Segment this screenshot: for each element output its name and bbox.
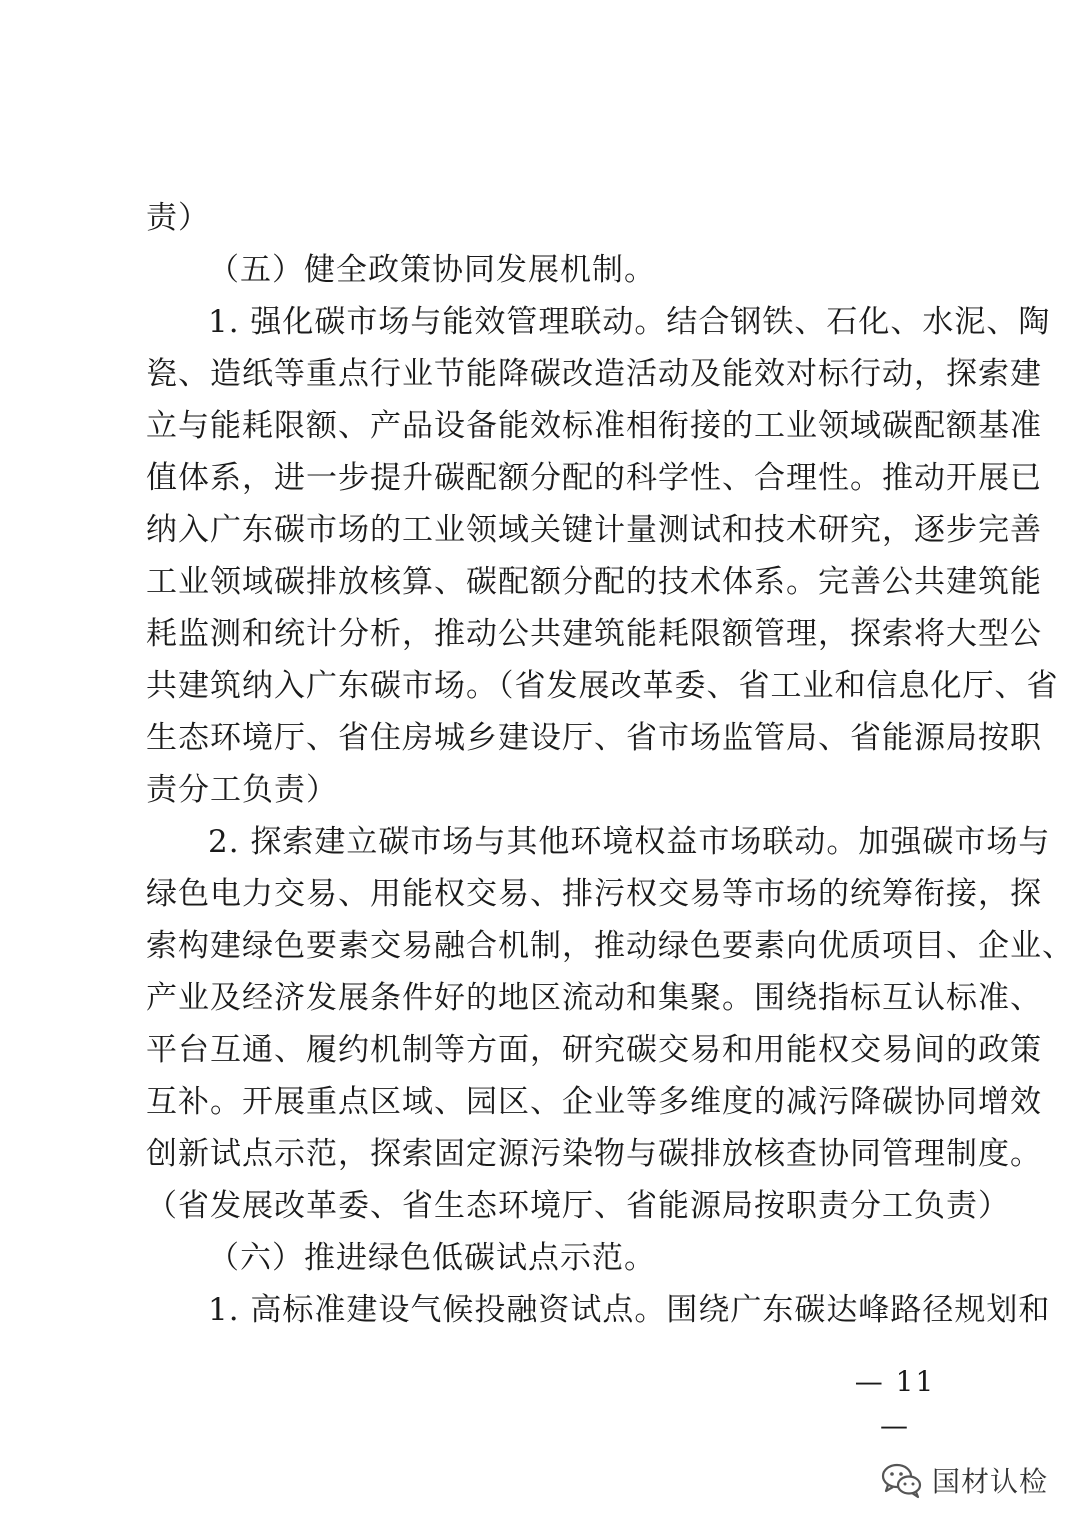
text-line: 创新试点示范，探索固定源污染物与碳排放核查协同管理制度。 xyxy=(146,1136,1042,1172)
text-line: 责分工负责） xyxy=(146,772,338,808)
text-line: 生态环境厅、省住房城乡建设厅、省市场监管局、省能源局按职 xyxy=(146,720,1042,756)
text-line: 耗监测和统计分析，推动公共建筑能耗限额管理，探索将大型公 xyxy=(146,616,1042,652)
section-heading: （六）推进绿色低碳试点示范。 xyxy=(208,1240,656,1276)
watermark xyxy=(880,1458,1048,1502)
wechat-icon xyxy=(880,1460,924,1500)
text-line: 互补。开展重点区域、园区、企业等多维度的减污降碳协同增效 xyxy=(146,1084,1042,1120)
page-number: — 11 — xyxy=(854,1365,936,1442)
text-line: 值体系，进一步提升碳配额分配的科学性、合理性。推动开展已 xyxy=(146,460,1042,496)
section-heading: （五）健全政策协同发展机制。 xyxy=(208,252,656,288)
text-line: 共建筑纳入广东碳市场。（省发展改革委、省工业和信息化厅、省 xyxy=(146,668,1059,704)
text-line: 瓷、造纸等重点行业节能降碳改造活动及能效对标行动，探索建 xyxy=(146,356,1042,392)
text-line: 立与能耗限额、产品设备能效标准相衔接的工业领域碳配额基准 xyxy=(146,408,1042,444)
text-line: 责） xyxy=(146,200,210,236)
text-line: 产业及经济发展条件好的地区流动和集聚。围绕指标互认标准、 xyxy=(146,980,1042,1016)
text-line: 索构建绿色要素交易融合机制，推动绿色要素向优质项目、企业、 xyxy=(146,928,1074,964)
watermark-text: 国材认检 xyxy=(932,1465,1049,1498)
text-line: （省发展改革委、省生态环境厅、省能源局按职责分工负责） xyxy=(146,1188,1010,1224)
text-line: 纳入广东碳市场的工业领域关键计量测试和技术研究，逐步完善 xyxy=(146,512,1042,548)
text-line: 平台互通、履约机制等方面，研究碳交易和用能权交易间的政策 xyxy=(146,1032,1042,1068)
text-line: 2. 探索建立碳市场与其他环境权益市场联动。加强碳市场与 xyxy=(208,824,1051,860)
text-line: 1. 高标准建设气候投融资试点。围绕广东碳达峰路径规划和 xyxy=(208,1292,1051,1328)
text-line: 工业领域碳排放核算、碳配额分配的技术体系。完善公共建筑能 xyxy=(146,564,1042,600)
text-line: 绿色电力交易、用能权交易、排污权交易等市场的统筹衔接，探 xyxy=(146,876,1042,912)
text-line: 1. 强化碳市场与能效管理联动。结合钢铁、石化、水泥、陶 xyxy=(208,304,1051,340)
